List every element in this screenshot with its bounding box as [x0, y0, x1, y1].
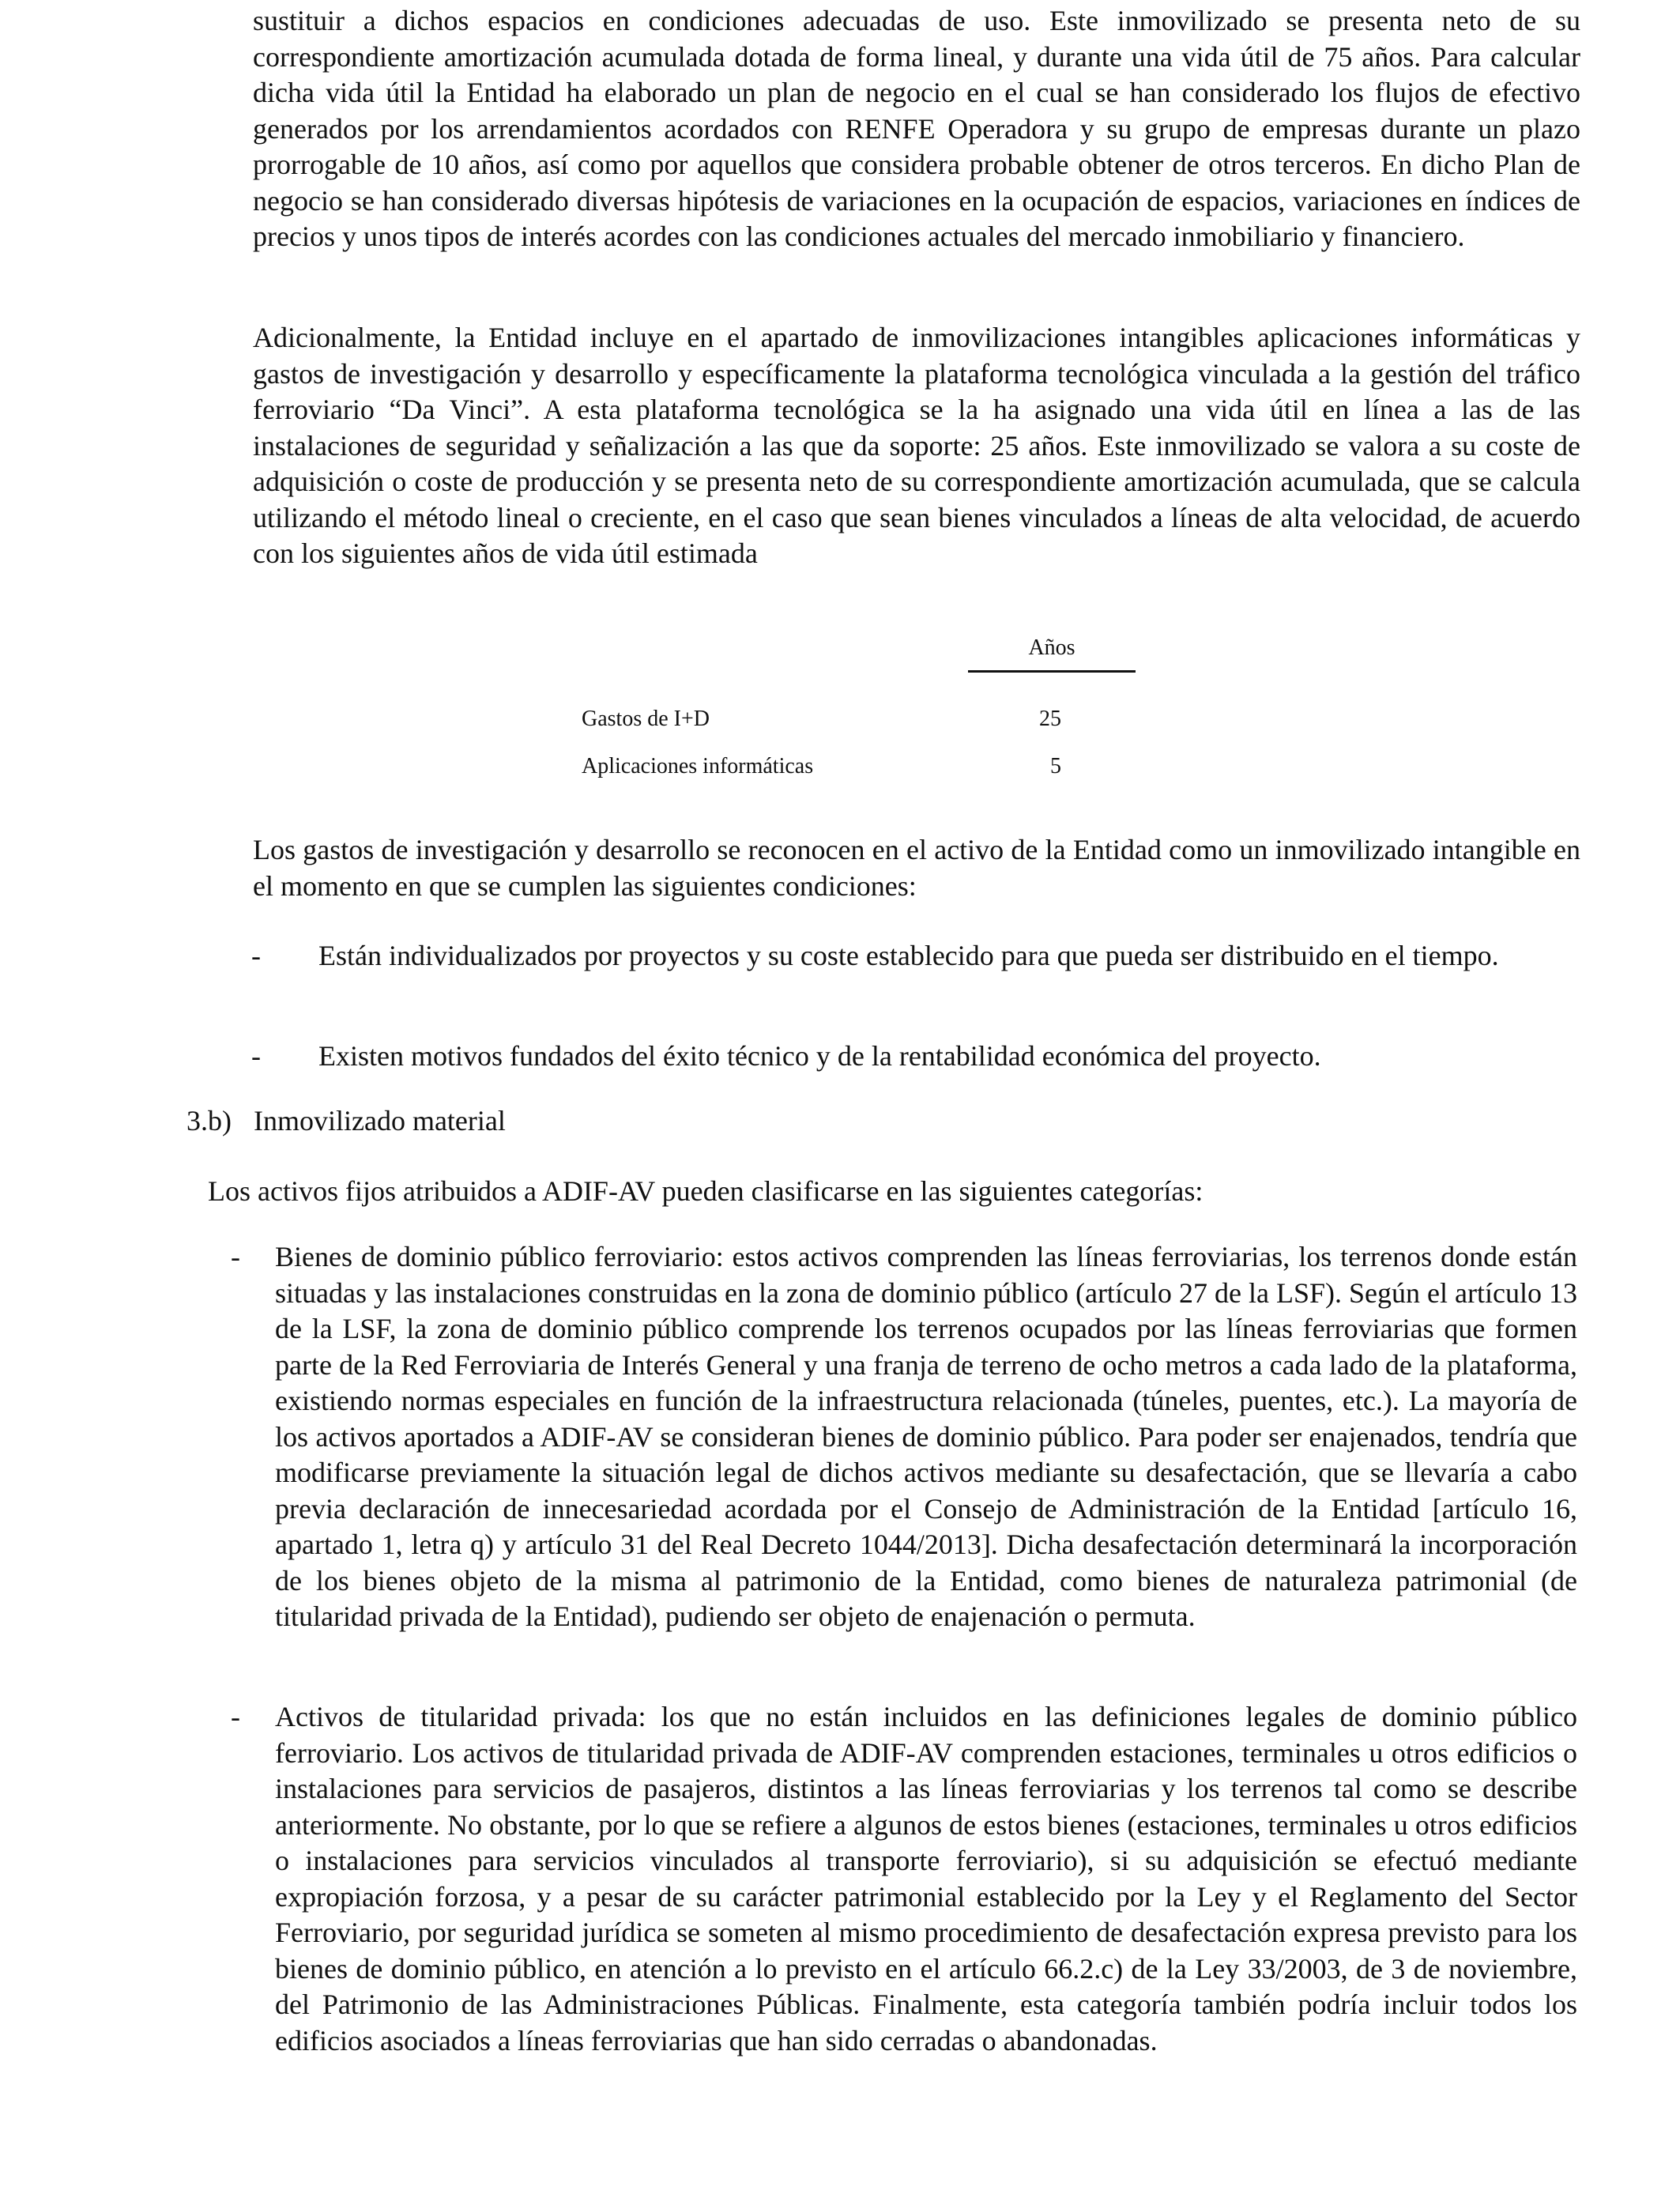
- table-row-value: 5: [1050, 754, 1061, 778]
- list-dash: -: [251, 940, 261, 971]
- paragraph-intangible-assets: Adicionalmente, la Entidad incluye en el apartado de inmovilizaciones intangibles aplicaciones informáticas y gastos de investigación y desarrollo y específicamente la plataforma tecnológica vinculada a la gestión del tráfico ferroviario “Da Vinci”. A esta plataforma tecnológica se la ha asignado una vida útil en línea a las de las instalaciones de seguridad y señalización a las que da soporte: 25 años. Este inmovilizado se valora a su coste de adquisición o coste de producción y se presenta neto de su correspondiente amortización acumulada, que se calcula utilizando el método lineal o creciente, en el caso que sean bienes vinculados a líneas de alta velocidad, de acuerdo con los siguientes años de vida útil estimada: [253, 322, 1580, 569]
- paragraph-useful-life-stations: sustituir a dichos espacios en condiciones adecuadas de uso. Este inmovilizado se presenta neto de su correspondiente amortización acumulada dotada de forma lineal, y durante una vida útil de 75 años. Para calcular dicha vida útil la Entidad ha elaborado un plan de negocio en el cual se han considerado los flujos de efectivo generados por los arrendamientos acordados con RENFE Operadora y su grupo de empresas durante un plazo prorrogable de 10 años, así como por aquellos que considera probable obtener de otros terceros. En dicho Plan de negocio se han considerado diversas hipótesis de variaciones en la ocupación de espacios, variaciones en índices de precios y unos tipos de interés acordes con las condiciones actuales del mercado inmobiliario y financiero.: [253, 5, 1580, 252]
- table-header-years: Años: [968, 632, 1136, 673]
- paragraph-fixed-assets-intro: Los activos fijos atribuidos a ADIF-AV pueden clasificarse en las siguientes categorías:: [208, 1175, 1203, 1207]
- table-row-value: 25: [1039, 707, 1061, 731]
- section-number: 3.b): [186, 1105, 232, 1137]
- list-dash: -: [231, 1701, 240, 1732]
- paragraph-rd-conditions: Los gastos de investigación y desarrollo se reconocen en el activo de la Entidad como un inmovilizado intangible en el momento en que se cumplen las siguientes condiciones:: [253, 834, 1580, 902]
- list-dash: -: [251, 1040, 261, 1072]
- list-item-text: Activos de titularidad privada: los que no están incluidos en las definiciones legales de dominio público ferroviario. Los activos de titularidad privada de ADIF-AV comprenden estaciones, terminales u otros edificios o instalaciones para servicios de pasajeros, distintos a las líneas ferroviarias y los terrenos tal como se describe anteriormente. No obstante, por lo que se refiere a algunos de estos bienes (estaciones, terminales u otros edificios o instalaciones para servicios vinculados al transporte ferroviario), si su adquisición se efectuó mediante expropiación forzosa, y a pesar de su carácter patrimonial establecido por la Ley y el Reglamento del Sector Ferroviario, por seguridad jurídica se someten al mismo procedimiento de desafectación expresa previsto para los bienes de dominio público, en atención a lo previsto en el artículo 66.2.c) de la Ley 33/2003, de 3 de noviembre, del Patrimonio de las Administraciones Públicas. Finalmente, esta categoría también podría incluir todos los edificios asociados a líneas ferroviarias que han sido cerradas o abandonadas.: [275, 1701, 1577, 2056]
- list-item-text: Están individualizados por proyectos y su coste establecido para que pueda ser distribuido en el tiempo.: [318, 940, 1499, 971]
- list-item-text: Existen motivos fundados del éxito técnico y de la rentabilidad económica del proyecto.: [318, 1040, 1321, 1072]
- table-row-label: Aplicaciones informáticas: [582, 754, 814, 778]
- table-row: [582, 751, 1135, 782]
- list-item-text: Bienes de dominio público ferroviario: estos activos comprenden las líneas ferroviarias, los terrenos donde están situadas y las instalaciones construidas en la zona de dominio público (artículo 27 de la LSF). Según el artículo 13 de la LSF, la zona de dominio público comprende los terrenos ocupados por las líneas ferroviarias que formen parte de la Red Ferroviaria de Interés General y una franja de terreno de ocho metros a cada lado de la plataforma, existiendo normas especiales en función de la infraestructura relacionada (túneles, puentes, etc.). La mayoría de los activos aportados a ADIF-AV se consideran bienes de dominio público. Para poder ser enajenados, tendría que modificarse previamente la situación legal de dichos activos mediante su desafectación, que se llevaría a cabo previa declaración de innecesariedad acordada por el Consejo de Administración de la Entidad [artículo 16, apartado 1, letra q) y artículo 31 del Real Decreto 1044/2013]. Dicha desafectación determinará la incorporación de los bienes objeto de la misma al patrimonio de la Entidad, como bienes de naturaleza patrimonial (de titularidad privada de la Entidad), pudiendo ser objeto de enajenación o permuta.: [275, 1241, 1577, 1632]
- table-row-label: Gastos de I+D: [582, 707, 710, 731]
- list-dash: -: [231, 1241, 240, 1272]
- table-row: [582, 703, 1135, 735]
- section-title: Inmovilizado material: [254, 1105, 506, 1137]
